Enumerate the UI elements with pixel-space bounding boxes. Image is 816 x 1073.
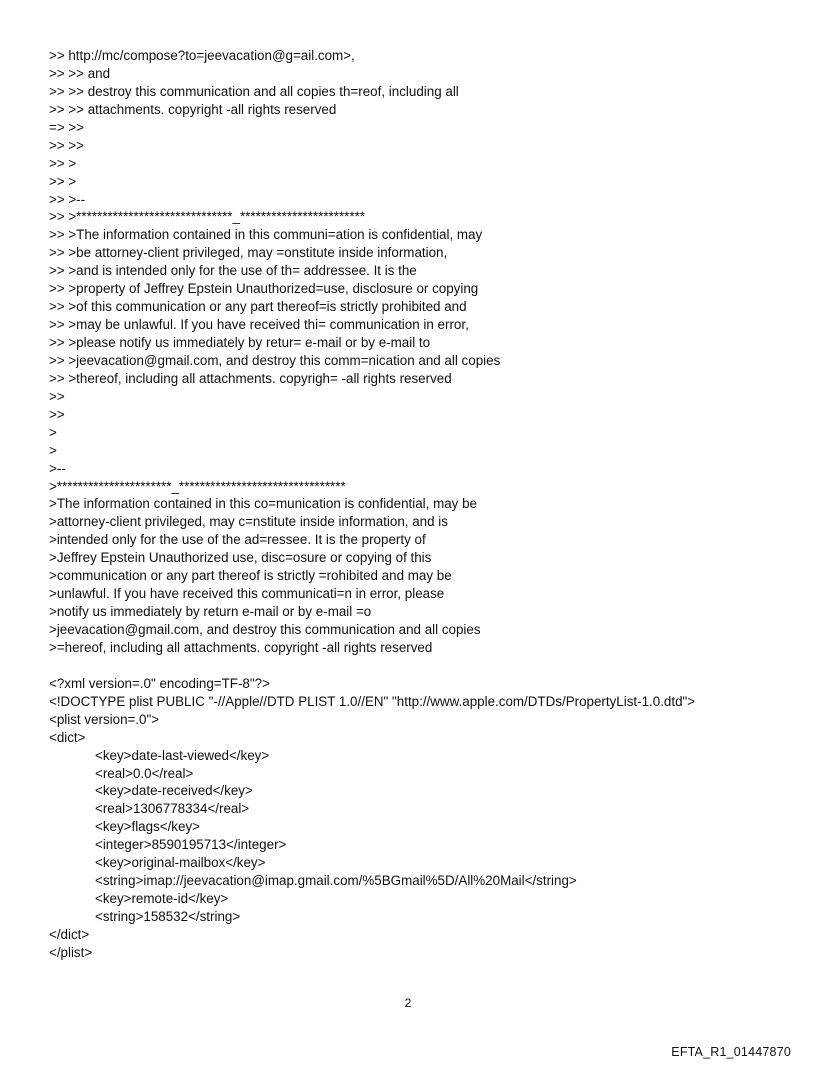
xml-text-line: <key>remote-id</key> — [95, 891, 229, 907]
email-text-line: >> >> — [49, 137, 85, 153]
quoted-email-block — [49, 47, 789, 657]
xml-text-line: <!DOCTYPE plist PUBLIC "-//Apple//DTD PLIST 1.0//EN" "http://www.apple.com/DTDs/PropertyList-1.0.dtd"> — [49, 693, 696, 709]
email-text-line: > — [49, 442, 57, 458]
email-text-line: >-- — [49, 460, 66, 476]
xml-text-line: <key>date-received</key> — [95, 783, 253, 799]
xml-text-line: <key>original-mailbox</key> — [95, 855, 266, 871]
email-text-line: >> > — [49, 173, 77, 189]
email-text-line: >> >and is intended only for the use of th= addressee. It is the — [49, 263, 417, 279]
email-text-line: >> >> and — [49, 65, 111, 81]
email-text-line: >**********************_******************************** — [49, 478, 346, 494]
document-body — [49, 47, 789, 962]
xml-text-line: <plist version=.0"> — [49, 711, 160, 727]
email-text-line: >> — [49, 406, 65, 422]
email-text-line: >> >please notify us immediately by retur= e-mail or by e-mail to — [49, 335, 431, 350]
xml-text-line: </dict> — [49, 926, 90, 942]
plist-xml-block — [49, 675, 789, 962]
email-text-line: >attorney-client privileged, may c=nstitute inside information, and is — [49, 514, 448, 530]
email-text-line: >> >The information contained in this communi=ation is confidential, may — [49, 227, 483, 243]
email-text-line: >> >******************************_************************ — [49, 209, 366, 225]
xml-text-line: </plist> — [49, 944, 93, 960]
xml-text-line: <real>0.0</real> — [95, 765, 194, 781]
email-text-line: >communication or any part thereof is strictly =rohibited and may be — [49, 568, 452, 584]
email-text-line: >The information contained in this co=munication is confidential, may be — [49, 496, 477, 512]
xml-text-line: <key>date-last-viewed</key> — [95, 747, 270, 763]
email-text-line: >=hereof, including all attachments. copyright -all rights reserved — [49, 639, 433, 655]
xml-text-line: <?xml version=.0" encoding=TF-8"?> — [49, 675, 270, 691]
email-text-line: >> >> destroy this communication and all copies th=reof, including all — [49, 83, 459, 99]
email-text-line: >> >of this communication or any part thereof=is strictly prohibited and — [49, 299, 467, 315]
email-text-line: >> > — [49, 155, 77, 171]
email-text-line: >> — [49, 388, 65, 404]
xml-text-line: <key>flags</key> — [95, 819, 200, 835]
xml-text-line: <string>158532</string> — [95, 909, 241, 924]
email-text-line: >> >thereof, including all attachments. copyrigh= -all rights reserved — [49, 370, 452, 386]
xml-text-line: <real>1306778334</real> — [95, 801, 250, 817]
email-text-line: >Jeffrey Epstein Unauthorized use, disc=osure or copying of this — [49, 550, 432, 566]
xml-text-line: <integer>8590195713</integer> — [95, 837, 287, 853]
email-text-line: >> >> attachments. copyright -all rights reserved — [49, 101, 337, 117]
email-text-line: >> >be attorney-client privileged, may =onstitute inside information, — [49, 245, 448, 261]
xml-text-line: <dict> — [49, 729, 86, 745]
document-id-footer: EFTA_R1_01447870 — [671, 1045, 791, 1059]
page-number: 2 — [404, 996, 412, 1010]
email-text-line: >> >jeevacation@gmail.com, and destroy this comm=nication and all copies — [49, 352, 501, 368]
email-text-line: => >> — [49, 119, 85, 135]
email-text-line: >> http://mc/compose?to=jeevacation@g=ail.com>, — [49, 48, 355, 63]
xml-text-line: <string>imap://jeevacation@imap.gmail.com/%5BGmail%5D/All%20Mail</string> — [95, 873, 577, 889]
email-text-line: > — [49, 424, 57, 440]
email-text-line: >> >-- — [49, 191, 86, 207]
email-text-line: >> >may be unlawful. If you have received thi= communication in error, — [49, 317, 469, 333]
email-text-line: >intended only for the use of the ad=ressee. It is the property of — [49, 532, 426, 548]
email-text-line: >> >property of Jeffrey Epstein Unauthorized=use, disclosure or copying — [49, 281, 479, 297]
email-text-line: >unlawful. If you have received this communicati=n in error, please — [49, 586, 445, 602]
email-text-line: >notify us immediately by return e-mail or by e-mail =o — [49, 604, 372, 620]
paragraph-gap — [49, 657, 789, 675]
email-text-line: >jeevacation@gmail.com, and destroy this communication and all copies — [49, 622, 481, 637]
